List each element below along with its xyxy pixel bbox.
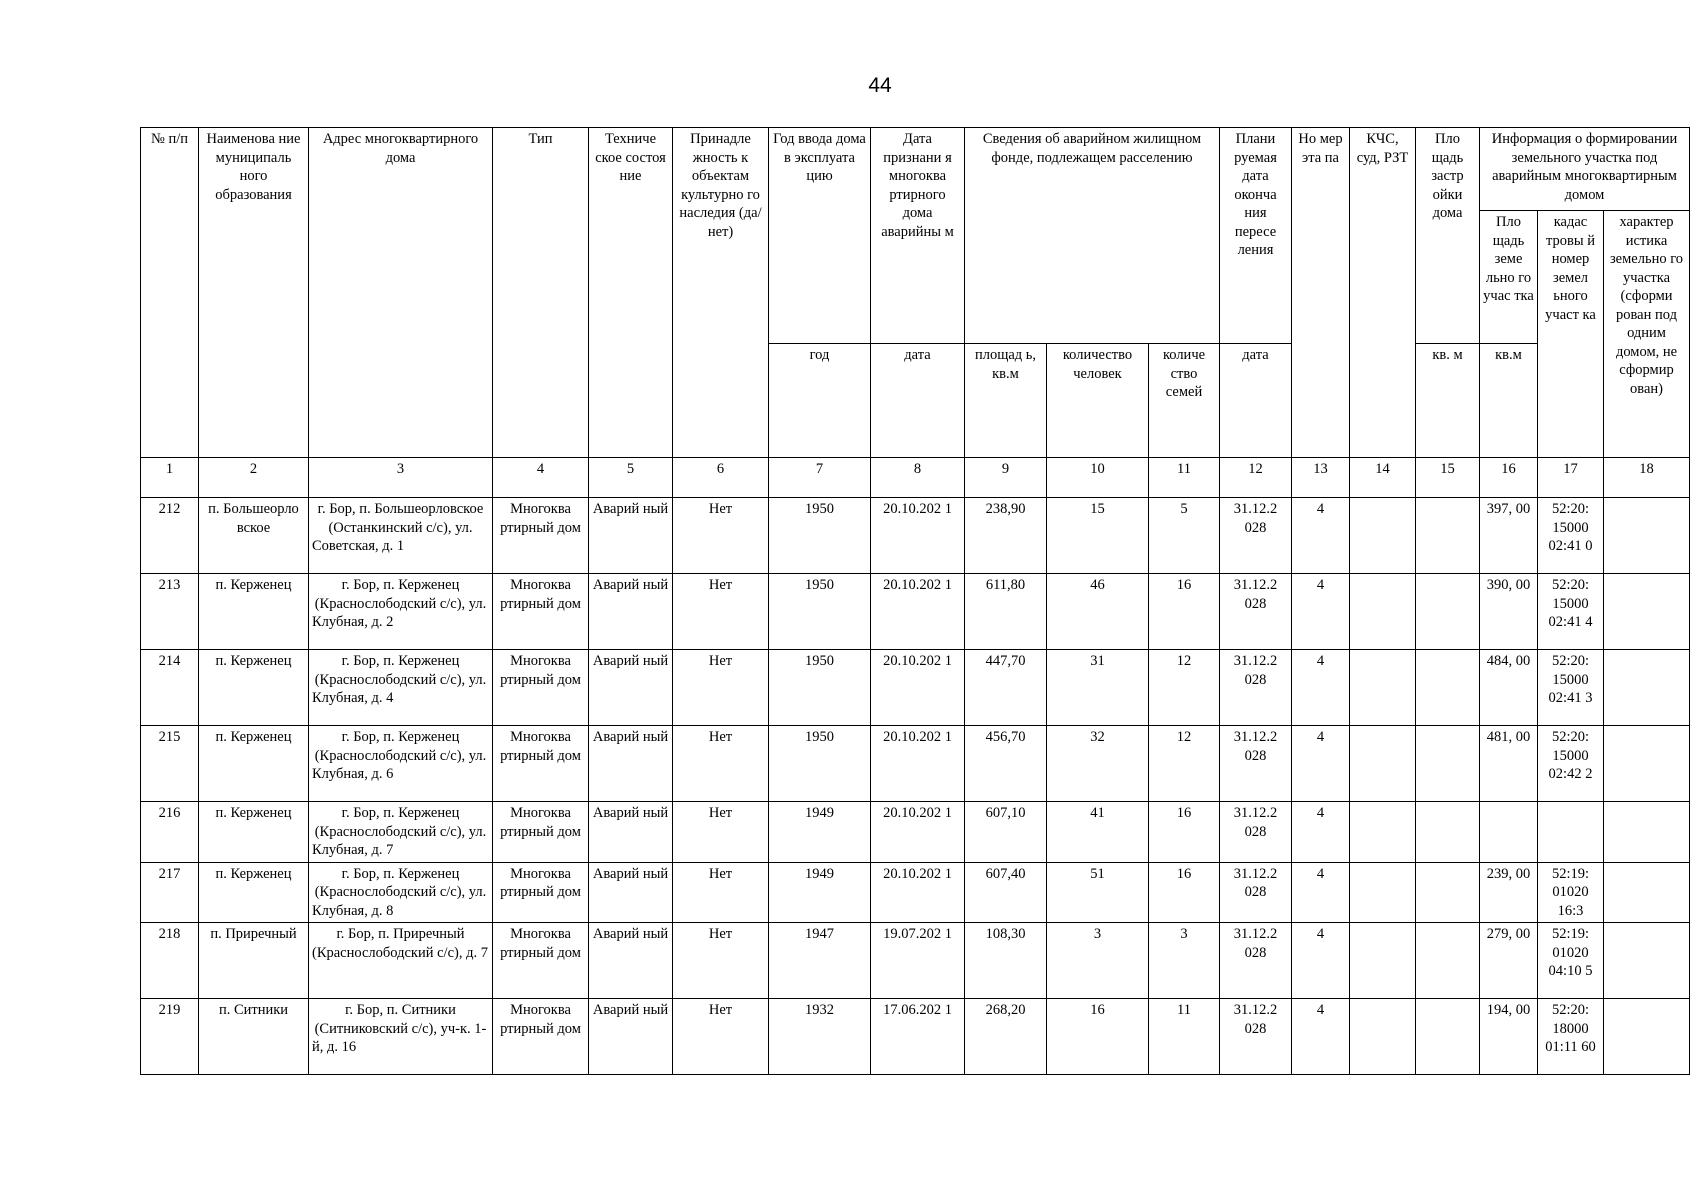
building-area-cell bbox=[1416, 802, 1480, 863]
kchs-cell bbox=[1350, 862, 1416, 923]
header-address: Адрес многоквартирного дома bbox=[309, 128, 493, 458]
cadastral-number-cell: 52:20: 15000 02:41 4 bbox=[1538, 574, 1604, 650]
people-count-cell: 51 bbox=[1047, 862, 1149, 923]
header-unit-build-area: кв. м bbox=[1416, 344, 1480, 458]
land-area-cell: 279, 00 bbox=[1480, 923, 1538, 999]
row-number-cell: 218 bbox=[141, 923, 199, 999]
people-count-cell: 32 bbox=[1047, 726, 1149, 802]
header-recognition-date: Дата признани я многоква ртирного дома аварийны м bbox=[871, 128, 965, 344]
kchs-cell bbox=[1350, 923, 1416, 999]
area-sqm-cell: 607,40 bbox=[965, 862, 1047, 923]
family-count-cell: 12 bbox=[1149, 650, 1220, 726]
year-built-cell: 1949 bbox=[769, 802, 871, 863]
family-count-cell: 16 bbox=[1149, 574, 1220, 650]
header-municipality: Наименова ние муниципаль ного образования bbox=[199, 128, 309, 458]
stage-number-cell: 4 bbox=[1292, 999, 1350, 1075]
municipality-cell: п. Керженец bbox=[199, 802, 309, 863]
municipality-cell: п. Большеорло вское bbox=[199, 498, 309, 574]
planned-end-date-cell: 31.12.2 028 bbox=[1220, 923, 1292, 999]
column-number: 9 bbox=[965, 458, 1047, 498]
recognition-date-cell: 20.10.202 1 bbox=[871, 574, 965, 650]
municipality-cell: п. Керженец bbox=[199, 650, 309, 726]
recognition-date-cell: 20.10.202 1 bbox=[871, 726, 965, 802]
address-cell: г. Бор, п. Керженец (Краснослободский с/с), ул. Клубная, д. 7 bbox=[309, 802, 493, 863]
column-number: 2 bbox=[199, 458, 309, 498]
stage-number-cell: 4 bbox=[1292, 862, 1350, 923]
table-row bbox=[141, 999, 1690, 1075]
address-cell: г. Бор, п. Керженец (Краснослободский с/с), ул. Клубная, д. 6 bbox=[309, 726, 493, 802]
table-row bbox=[141, 726, 1690, 802]
family-count-cell: 16 bbox=[1149, 862, 1220, 923]
cadastral-number-cell: 52:20: 15000 02:42 2 bbox=[1538, 726, 1604, 802]
table-row bbox=[141, 802, 1690, 863]
building-type-cell: Многоква ртирный дом bbox=[493, 862, 589, 923]
year-built-cell: 1950 bbox=[769, 498, 871, 574]
column-number: 12 bbox=[1220, 458, 1292, 498]
column-number: 16 bbox=[1480, 458, 1538, 498]
address-cell: г. Бор, п. Приречный (Краснослободский с/с), д. 7 bbox=[309, 923, 493, 999]
planned-end-date-cell: 31.12.2 028 bbox=[1220, 498, 1292, 574]
year-built-cell: 1932 bbox=[769, 999, 871, 1075]
tech-state-cell: Аварий ный bbox=[589, 862, 673, 923]
building-area-cell bbox=[1416, 923, 1480, 999]
header-land-info: Информация о формировании земельного участка под аварийным многоквартирным домом bbox=[1480, 128, 1690, 211]
recognition-date-cell: 20.10.202 1 bbox=[871, 802, 965, 863]
row-number-cell: 213 bbox=[141, 574, 199, 650]
area-sqm-cell: 447,70 bbox=[965, 650, 1047, 726]
land-characteristic-cell bbox=[1604, 498, 1690, 574]
recognition-date-cell: 20.10.202 1 bbox=[871, 650, 965, 726]
column-number: 7 bbox=[769, 458, 871, 498]
header-land-area: Пло щадь земе льно го учас тка bbox=[1480, 211, 1538, 344]
row-number-cell: 214 bbox=[141, 650, 199, 726]
kchs-cell bbox=[1350, 999, 1416, 1075]
family-count-cell: 5 bbox=[1149, 498, 1220, 574]
tech-state-cell: Аварий ный bbox=[589, 802, 673, 863]
header-unit-date: дата bbox=[871, 344, 965, 458]
kchs-cell bbox=[1350, 802, 1416, 863]
planned-end-date-cell: 31.12.2 028 bbox=[1220, 862, 1292, 923]
column-number: 11 bbox=[1149, 458, 1220, 498]
area-sqm-cell: 611,80 bbox=[965, 574, 1047, 650]
area-sqm-cell: 108,30 bbox=[965, 923, 1047, 999]
building-type-cell: Многоква ртирный дом bbox=[493, 498, 589, 574]
stage-number-cell: 4 bbox=[1292, 802, 1350, 863]
column-number: 18 bbox=[1604, 458, 1690, 498]
kchs-cell bbox=[1350, 498, 1416, 574]
land-characteristic-cell bbox=[1604, 923, 1690, 999]
recognition-date-cell: 20.10.202 1 bbox=[871, 862, 965, 923]
table-row bbox=[141, 498, 1690, 574]
header-tech-state: Техниче ское состоя ние bbox=[589, 128, 673, 458]
family-count-cell: 16 bbox=[1149, 802, 1220, 863]
recognition-date-cell: 17.06.202 1 bbox=[871, 999, 965, 1075]
building-area-cell bbox=[1416, 574, 1480, 650]
building-area-cell bbox=[1416, 650, 1480, 726]
column-number: 6 bbox=[673, 458, 769, 498]
header-unit-land-area: кв.м bbox=[1480, 344, 1538, 458]
header-planned-date: Плани руемая дата оконча ния пересе ления bbox=[1220, 128, 1292, 344]
row-number-cell: 216 bbox=[141, 802, 199, 863]
people-count-cell: 31 bbox=[1047, 650, 1149, 726]
column-number: 1 bbox=[141, 458, 199, 498]
page-number: 44 bbox=[868, 74, 892, 97]
tech-state-cell: Аварий ный bbox=[589, 726, 673, 802]
heritage-cell: Нет bbox=[673, 498, 769, 574]
building-area-cell bbox=[1416, 862, 1480, 923]
stage-number-cell: 4 bbox=[1292, 726, 1350, 802]
building-type-cell: Многоква ртирный дом bbox=[493, 650, 589, 726]
header-building-area: Пло щадь застр ойки дома bbox=[1416, 128, 1480, 344]
table-header bbox=[141, 128, 1690, 498]
table-body bbox=[141, 498, 1690, 1075]
tech-state-cell: Аварий ный bbox=[589, 923, 673, 999]
land-characteristic-cell bbox=[1604, 574, 1690, 650]
recognition-date-cell: 20.10.202 1 bbox=[871, 498, 965, 574]
stage-number-cell: 4 bbox=[1292, 574, 1350, 650]
kchs-cell bbox=[1350, 726, 1416, 802]
heritage-cell: Нет bbox=[673, 726, 769, 802]
municipality-cell: п. Керженец bbox=[199, 726, 309, 802]
header-unit-year: год bbox=[769, 344, 871, 458]
land-characteristic-cell bbox=[1604, 862, 1690, 923]
cadastral-number-cell: 52:20: 15000 02:41 0 bbox=[1538, 498, 1604, 574]
people-count-cell: 15 bbox=[1047, 498, 1149, 574]
table-row bbox=[141, 923, 1690, 999]
heritage-cell: Нет bbox=[673, 862, 769, 923]
cadastral-number-cell: 52:19: 01020 16:3 bbox=[1538, 862, 1604, 923]
header-unit-end-date: дата bbox=[1220, 344, 1292, 458]
land-area-cell bbox=[1480, 802, 1538, 863]
land-area-cell: 397, 00 bbox=[1480, 498, 1538, 574]
family-count-cell: 3 bbox=[1149, 923, 1220, 999]
cadastral-number-cell: 52:20: 18000 01:11 60 bbox=[1538, 999, 1604, 1075]
recognition-date-cell: 19.07.202 1 bbox=[871, 923, 965, 999]
column-number: 4 bbox=[493, 458, 589, 498]
column-number: 15 bbox=[1416, 458, 1480, 498]
emergency-housing-table bbox=[140, 127, 1690, 1075]
land-characteristic-cell bbox=[1604, 650, 1690, 726]
family-count-cell: 12 bbox=[1149, 726, 1220, 802]
address-cell: г. Бор, п. Керженец (Краснослободский с/с), ул. Клубная, д. 2 bbox=[309, 574, 493, 650]
year-built-cell: 1947 bbox=[769, 923, 871, 999]
planned-end-date-cell: 31.12.2 028 bbox=[1220, 999, 1292, 1075]
building-type-cell: Многоква ртирный дом bbox=[493, 726, 589, 802]
people-count-cell: 46 bbox=[1047, 574, 1149, 650]
header-unit-families: количе ство семей bbox=[1149, 344, 1220, 458]
building-type-cell: Многоква ртирный дом bbox=[493, 923, 589, 999]
header-emergency-fund: Сведения об аварийном жилищном фонде, подлежащем расселению bbox=[965, 128, 1220, 344]
municipality-cell: п. Керженец bbox=[199, 574, 309, 650]
column-number: 13 bbox=[1292, 458, 1350, 498]
municipality-cell: п. Ситники bbox=[199, 999, 309, 1075]
building-type-cell: Многоква ртирный дом bbox=[493, 802, 589, 863]
table-row bbox=[141, 650, 1690, 726]
land-characteristic-cell bbox=[1604, 802, 1690, 863]
building-type-cell: Многоква ртирный дом bbox=[493, 999, 589, 1075]
year-built-cell: 1950 bbox=[769, 726, 871, 802]
address-cell: г. Бор, п. Ситники (Ситниковский с/с), уч-к. 1-й, д. 16 bbox=[309, 999, 493, 1075]
people-count-cell: 16 bbox=[1047, 999, 1149, 1075]
column-number: 10 bbox=[1047, 458, 1149, 498]
land-area-cell: 194, 00 bbox=[1480, 999, 1538, 1075]
header-unit-people: количество человек bbox=[1047, 344, 1149, 458]
planned-end-date-cell: 31.12.2 028 bbox=[1220, 574, 1292, 650]
column-number: 3 bbox=[309, 458, 493, 498]
header-year: Год ввода дома в эксплуата цию bbox=[769, 128, 871, 344]
people-count-cell: 41 bbox=[1047, 802, 1149, 863]
kchs-cell bbox=[1350, 650, 1416, 726]
land-characteristic-cell bbox=[1604, 726, 1690, 802]
header-land-char: характер истика земельно го участка (сформи рован под одним домом, не сформир ован) bbox=[1604, 211, 1690, 458]
building-area-cell bbox=[1416, 726, 1480, 802]
heritage-cell: Нет bbox=[673, 650, 769, 726]
heritage-cell: Нет bbox=[673, 574, 769, 650]
row-number-cell: 217 bbox=[141, 862, 199, 923]
municipality-cell: п. Керженец bbox=[199, 862, 309, 923]
planned-end-date-cell: 31.12.2 028 bbox=[1220, 802, 1292, 863]
area-sqm-cell: 238,90 bbox=[965, 498, 1047, 574]
row-number-cell: 219 bbox=[141, 999, 199, 1075]
planned-end-date-cell: 31.12.2 028 bbox=[1220, 726, 1292, 802]
year-built-cell: 1950 bbox=[769, 574, 871, 650]
stage-number-cell: 4 bbox=[1292, 923, 1350, 999]
header-num: № п/п bbox=[141, 128, 199, 458]
header-stage: Но мер эта па bbox=[1292, 128, 1350, 458]
year-built-cell: 1950 bbox=[769, 650, 871, 726]
land-area-cell: 239, 00 bbox=[1480, 862, 1538, 923]
row-number-cell: 212 bbox=[141, 498, 199, 574]
column-number: 5 bbox=[589, 458, 673, 498]
header-heritage: Принадле жность к объектам культурно го наследия (да/нет) bbox=[673, 128, 769, 458]
header-unit-area: площад ь, кв.м bbox=[965, 344, 1047, 458]
header-type: Тип bbox=[493, 128, 589, 458]
tech-state-cell: Аварий ный bbox=[589, 498, 673, 574]
stage-number-cell: 4 bbox=[1292, 650, 1350, 726]
cadastral-number-cell: 52:19: 01020 04:10 5 bbox=[1538, 923, 1604, 999]
municipality-cell: п. Приречный bbox=[199, 923, 309, 999]
column-number: 14 bbox=[1350, 458, 1416, 498]
planned-end-date-cell: 31.12.2 028 bbox=[1220, 650, 1292, 726]
family-count-cell: 11 bbox=[1149, 999, 1220, 1075]
cadastral-number-cell bbox=[1538, 802, 1604, 863]
address-cell: г. Бор, п. Керженец (Краснослободский с/с), ул. Клубная, д. 4 bbox=[309, 650, 493, 726]
heritage-cell: Нет bbox=[673, 999, 769, 1075]
address-cell: г. Бор, п. Керженец (Краснослободский с/с), ул. Клубная, д. 8 bbox=[309, 862, 493, 923]
heritage-cell: Нет bbox=[673, 802, 769, 863]
column-number: 17 bbox=[1538, 458, 1604, 498]
header-kchs: КЧС, суд, РЗТ bbox=[1350, 128, 1416, 458]
land-characteristic-cell bbox=[1604, 999, 1690, 1075]
building-area-cell bbox=[1416, 999, 1480, 1075]
column-number: 8 bbox=[871, 458, 965, 498]
kchs-cell bbox=[1350, 574, 1416, 650]
row-number-cell: 215 bbox=[141, 726, 199, 802]
area-sqm-cell: 268,20 bbox=[965, 999, 1047, 1075]
tech-state-cell: Аварий ный bbox=[589, 999, 673, 1075]
address-cell: г. Бор, п. Большеорловское (Останкинский с/с), ул. Советская, д. 1 bbox=[309, 498, 493, 574]
stage-number-cell: 4 bbox=[1292, 498, 1350, 574]
column-number-row bbox=[141, 458, 1690, 498]
area-sqm-cell: 607,10 bbox=[965, 802, 1047, 863]
land-area-cell: 481, 00 bbox=[1480, 726, 1538, 802]
tech-state-cell: Аварий ный bbox=[589, 574, 673, 650]
year-built-cell: 1949 bbox=[769, 862, 871, 923]
table-row bbox=[141, 574, 1690, 650]
area-sqm-cell: 456,70 bbox=[965, 726, 1047, 802]
land-area-cell: 390, 00 bbox=[1480, 574, 1538, 650]
tech-state-cell: Аварий ный bbox=[589, 650, 673, 726]
building-type-cell: Многоква ртирный дом bbox=[493, 574, 589, 650]
heritage-cell: Нет bbox=[673, 923, 769, 999]
building-area-cell bbox=[1416, 498, 1480, 574]
header-cadastre: кадас тровы й номер земел ьного участ ка bbox=[1538, 211, 1604, 458]
land-area-cell: 484, 00 bbox=[1480, 650, 1538, 726]
cadastral-number-cell: 52:20: 15000 02:41 3 bbox=[1538, 650, 1604, 726]
people-count-cell: 3 bbox=[1047, 923, 1149, 999]
table-row bbox=[141, 862, 1690, 923]
